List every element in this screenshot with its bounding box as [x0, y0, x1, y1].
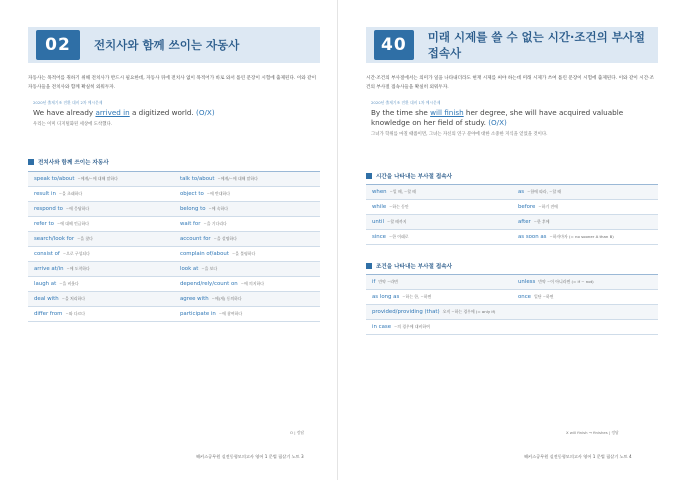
left-header-banner: [28, 27, 320, 63]
term-text: as long as: [372, 294, 400, 300]
table-row: [28, 187, 320, 202]
left-page-footer: 해커스공무원 실전동형모의고사 영어 1 문법 필살기 노트 3: [196, 454, 304, 459]
table-cell: [366, 200, 512, 214]
term-text: arrive at/in: [34, 266, 64, 272]
table-row: [28, 307, 320, 322]
table-cell: [366, 320, 658, 334]
term-text: in case: [372, 324, 392, 330]
gloss-text: ~하기 전에: [538, 204, 558, 209]
gloss-text: ~에(게) 동의하다: [211, 296, 242, 301]
right-time-table: [366, 184, 658, 245]
right-answer-note: X will finish → finishes | 정답: [566, 430, 619, 435]
gloss-text: ~에 대해 언급하다: [56, 221, 90, 226]
table-row: [366, 215, 658, 230]
table-row: [366, 290, 658, 305]
gloss-text: 만약 ~이 아니라면 (= if ~ not): [538, 279, 594, 284]
gloss-text: ~에 속하다: [208, 206, 229, 211]
table-row: [366, 185, 658, 200]
term-text: refer to: [34, 221, 54, 227]
table-row: [28, 202, 320, 217]
table-cell: [366, 230, 512, 244]
gloss-text: ~하는 동안: [389, 204, 409, 209]
table-row: [366, 275, 658, 290]
table-cell: [366, 185, 512, 199]
table-cell: [28, 202, 174, 216]
term-text: if: [372, 279, 376, 285]
gloss-text: 일단 ~하면: [534, 294, 554, 299]
table-cell: [28, 292, 174, 306]
table-cell: [512, 290, 658, 304]
term-text: belong to: [180, 206, 206, 212]
table-cell: [28, 262, 174, 276]
right-section-title: 미래 시제를 쓸 수 없는 시간·조건의 부사절 접속사: [427, 30, 646, 60]
table-cell: [366, 275, 512, 289]
left-answer-note: O | 정답: [290, 430, 305, 435]
gloss-text: ~에 의지하다: [240, 281, 264, 286]
left-intro: 자동사는 목적어를 취하기 위해 전치사가 반드시 필요한데, 자동사 뒤에 전치사 없이 목적어가 바로 와서 틀린 문장이 시험에 출제된다. 이와 같이 자동사들을 전치사와 함께 확실히 외워두자.: [28, 76, 317, 90]
term-text: before: [518, 204, 536, 210]
term-text: depend/rely/count on: [180, 281, 238, 287]
section-square-icon: [366, 173, 372, 179]
left-example-post: a digitized world.: [129, 108, 194, 117]
right-page-footer: 해커스공무원 실전동형모의고사 영어 1 문법 필살기 노트 4: [524, 454, 632, 459]
term-text: result in: [34, 191, 56, 197]
left-example-label: 2020년 출제기조 전환 대비 2차 예시문제: [33, 100, 103, 105]
gloss-text: ~하는 한, ~하면: [402, 294, 432, 299]
table-cell: [174, 232, 320, 246]
gloss-text: ~한 이래로: [389, 234, 409, 239]
table-row: [28, 292, 320, 307]
term-text: after: [518, 219, 531, 225]
table-cell: [512, 200, 658, 214]
right-time-title: [366, 172, 452, 180]
table-cell: [174, 307, 320, 321]
right-header-banner: [366, 27, 658, 63]
term-text: until: [372, 219, 384, 225]
left-example-highlight: arrived in: [95, 108, 130, 117]
table-row: [28, 172, 320, 187]
left-table-title-text: 전치사와 함께 쓰이는 자동사: [38, 160, 109, 166]
right-time-title-text: 시간을 나타내는 부사절 접속사: [376, 174, 453, 180]
gloss-text: ~을 보다: [201, 266, 218, 271]
gloss-text: ~일 때, ~할 때: [389, 189, 417, 194]
table-cell: [28, 232, 174, 246]
right-intro: 시간·조건의 부사절에서는 의미가 일을 나타내더라도 현재 시제를 써야 하는데 미래 시제가 쓰여 틀린 문장이 시험에 출제된다. 이와 같이 시간·조건의 부사절 접속사들을 확실히 외워두자.: [366, 76, 655, 90]
gloss-text: ~에게/~에 대해 말하다: [217, 176, 258, 181]
right-cond-table: [366, 274, 658, 335]
table-cell: [174, 247, 320, 261]
table-cell: [174, 187, 320, 201]
gloss-text: ~을 초래하다: [58, 191, 83, 196]
right-example-pre: By the time she: [371, 108, 431, 117]
term-text: deal with: [34, 296, 59, 302]
gloss-text: ~에 응답하다: [65, 206, 90, 211]
gloss-text: ~한 후에: [533, 219, 550, 224]
term-text: unless: [518, 279, 536, 285]
gloss-text: ~할 때까지: [386, 219, 407, 224]
term-text: laugh at: [34, 281, 57, 287]
gloss-text: ~에 반대하다: [206, 191, 231, 196]
term-text: consist of: [34, 251, 60, 257]
right-example-label: 2020년 출제기조 전환 대비 1차 예시문제: [371, 100, 441, 105]
table-row: [28, 247, 320, 262]
term-text: speak to/about: [34, 176, 75, 182]
right-example-post: her degree, she will have acquired valuable knowledge on her field of study.: [371, 108, 624, 127]
table-row: [28, 217, 320, 232]
gloss-text: ~함에 따라, ~할 때: [527, 189, 562, 194]
right-cond-title-text: 조건을 나타내는 부사절 접속사: [376, 264, 453, 270]
left-example-sentence: [33, 108, 318, 118]
gloss-text: ~을 불평하다: [231, 251, 256, 256]
term-text: complain of/about: [180, 251, 229, 257]
term-text: wait for: [180, 221, 201, 227]
left-section-number: 02: [36, 30, 80, 60]
left-verb-table: [28, 171, 320, 322]
table-cell: [174, 262, 320, 276]
term-text: talk to/about: [180, 176, 215, 182]
gloss-text: ~으로 구성되다: [62, 251, 90, 256]
term-text: participate in: [180, 311, 216, 317]
term-text: look at: [180, 266, 199, 272]
table-cell: [28, 187, 174, 201]
left-table-title: [28, 158, 109, 166]
left-example-ox: (O/X): [196, 108, 215, 117]
gloss-text: 만약 ~라면: [378, 279, 398, 284]
left-section-title: 전치사와 함께 쓰이는 자동사: [94, 38, 240, 52]
term-text: as soon as: [518, 234, 547, 240]
table-row: [366, 230, 658, 245]
table-row: [28, 232, 320, 247]
section-square-icon: [366, 263, 372, 269]
gloss-text: ~을 기다리다: [203, 221, 227, 226]
gloss-text: ~을 찾다: [77, 236, 93, 241]
term-text: object to: [180, 191, 204, 197]
table-cell: [174, 202, 320, 216]
table-cell: [512, 230, 658, 244]
term-text: once: [518, 294, 531, 300]
term-text: provided/providing (that): [372, 309, 440, 315]
table-cell: [366, 290, 512, 304]
gloss-text: ~을 비웃다: [59, 281, 79, 286]
right-page: [338, 0, 676, 480]
left-example-translation: 우리는 이미 디지털화된 세상에 도착했다.: [33, 122, 113, 127]
table-cell: [512, 185, 658, 199]
gloss-text: 오직 ~하는 경우에 (= only if): [442, 309, 496, 314]
table-cell: [366, 215, 512, 229]
right-section-number: 40: [374, 30, 414, 60]
table-row: [366, 305, 658, 320]
right-example-highlight: will finish: [430, 108, 464, 117]
table-cell: [28, 277, 174, 291]
right-example-sentence: [371, 108, 656, 128]
table-cell: [366, 305, 658, 319]
table-cell: [28, 217, 174, 231]
left-example-pre: We have already: [33, 108, 96, 117]
right-example-ox: (O/X): [488, 118, 507, 127]
table-cell: [174, 277, 320, 291]
term-text: while: [372, 204, 387, 210]
table-row: [28, 277, 320, 292]
table-row: [28, 262, 320, 277]
table-cell: [174, 217, 320, 231]
term-text: respond to: [34, 206, 63, 212]
gloss-text: ~와 다르다: [65, 311, 85, 316]
table-row: [366, 320, 658, 335]
table-row: [366, 200, 658, 215]
table-cell: [512, 275, 658, 289]
term-text: account for: [180, 236, 211, 242]
term-text: since: [372, 234, 387, 240]
table-cell: [28, 247, 174, 261]
section-square-icon: [28, 159, 34, 165]
table-cell: [174, 172, 320, 186]
right-example-translation: 그녀가 학위를 마칠 때쯤이면, 그녀는 자신의 연구 분야에 대한 소중한 지식을 얻었을 것이다.: [371, 132, 548, 137]
gloss-text: ~을 설명하다: [213, 236, 237, 241]
gloss-text: ~의 경우에 대비하여: [394, 324, 430, 329]
left-example: [33, 100, 318, 128]
gloss-text: ~에 참여하다: [218, 311, 243, 316]
table-cell: [512, 215, 658, 229]
gloss-text: ~을 처리하다: [61, 296, 85, 301]
gloss-text: ~에게/~에 대해 말하다: [77, 176, 118, 181]
term-text: differ from: [34, 311, 63, 317]
term-text: search/look for: [34, 236, 75, 242]
gloss-text: ~에 도착하다: [66, 266, 90, 271]
table-cell: [28, 172, 174, 186]
term-text: agree with: [180, 296, 209, 302]
table-cell: [174, 292, 320, 306]
right-cond-title: [366, 262, 452, 270]
table-cell: [28, 307, 174, 321]
term-text: as: [518, 189, 525, 195]
gloss-text: ~하자마자 (= no sooner A than B): [549, 234, 614, 239]
right-example: [371, 100, 656, 138]
term-text: when: [372, 189, 387, 195]
